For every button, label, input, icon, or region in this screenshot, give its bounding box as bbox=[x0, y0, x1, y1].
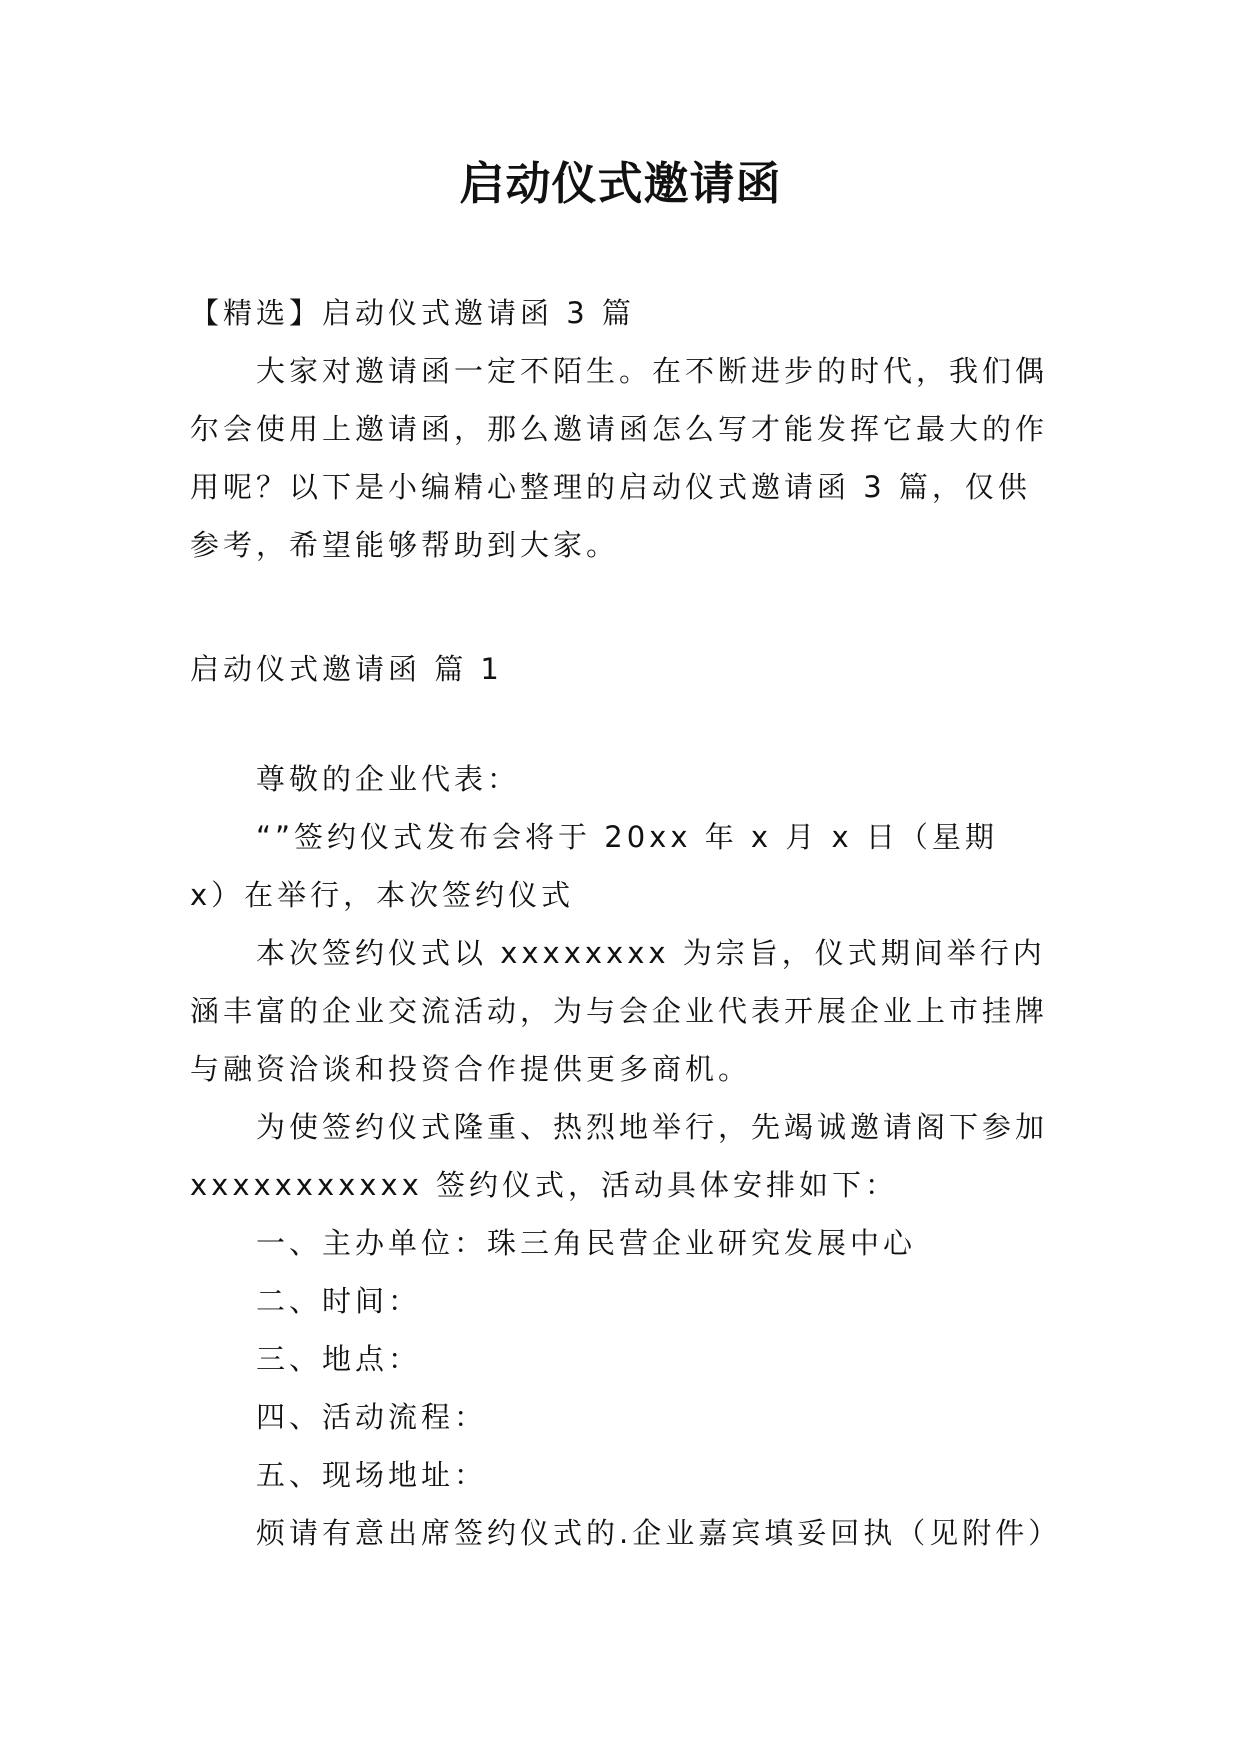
document-title: 启动仪式邀请函 bbox=[459, 157, 782, 210]
section-body bbox=[190, 750, 1062, 1562]
item-location: 三、地点： bbox=[256, 1342, 422, 1376]
item-process: 四、活动流程： bbox=[256, 1400, 488, 1434]
intro-section bbox=[190, 284, 1050, 574]
section-title: 启动仪式邀请函 篇 1 bbox=[190, 652, 503, 686]
paragraph-announcement: “”签约仪式发布会将于 20xx 年 x 月 x 日（星期 x）在举行，本次签约仪式 bbox=[190, 820, 998, 912]
paragraph-purpose: 本次签约仪式以 xxxxxxxx 为宗旨，仪式期间举行内涵丰富的企业交流活动，为与会企业代表开展企业上市挂牌与融资洽谈和投资合作提供更多商机。 bbox=[190, 936, 1049, 1086]
paragraph-invitation: 为使签约仪式隆重、热烈地举行，先竭诚邀请阁下参加 xxxxxxxxxxx 签约仪式，活动具体安排如下： bbox=[190, 1110, 1049, 1202]
item-organizer: 一、主办单位：珠三角民营企业研究发展中心 bbox=[256, 1226, 917, 1260]
document-subtitle: 【精选】启动仪式邀请函 3 篇 bbox=[190, 296, 635, 330]
item-address: 五、现场地址： bbox=[256, 1458, 488, 1492]
salutation: 尊敬的企业代表： bbox=[256, 762, 521, 796]
item-time: 二、时间： bbox=[256, 1284, 422, 1318]
intro-paragraph: 大家对邀请函一定不陌生。在不断进步的时代，我们偶尔会使用上邀请函，那么邀请函怎么写才能发挥它最大的作用呢？以下是小编精心整理的启动仪式邀请函 3 篇，仅供参考，希望能够帮助到大家。 bbox=[190, 354, 1049, 562]
paragraph-rsvp: 烦请有意出席签约仪式的.企业嘉宾填妥回执（见附件） bbox=[256, 1516, 1062, 1550]
